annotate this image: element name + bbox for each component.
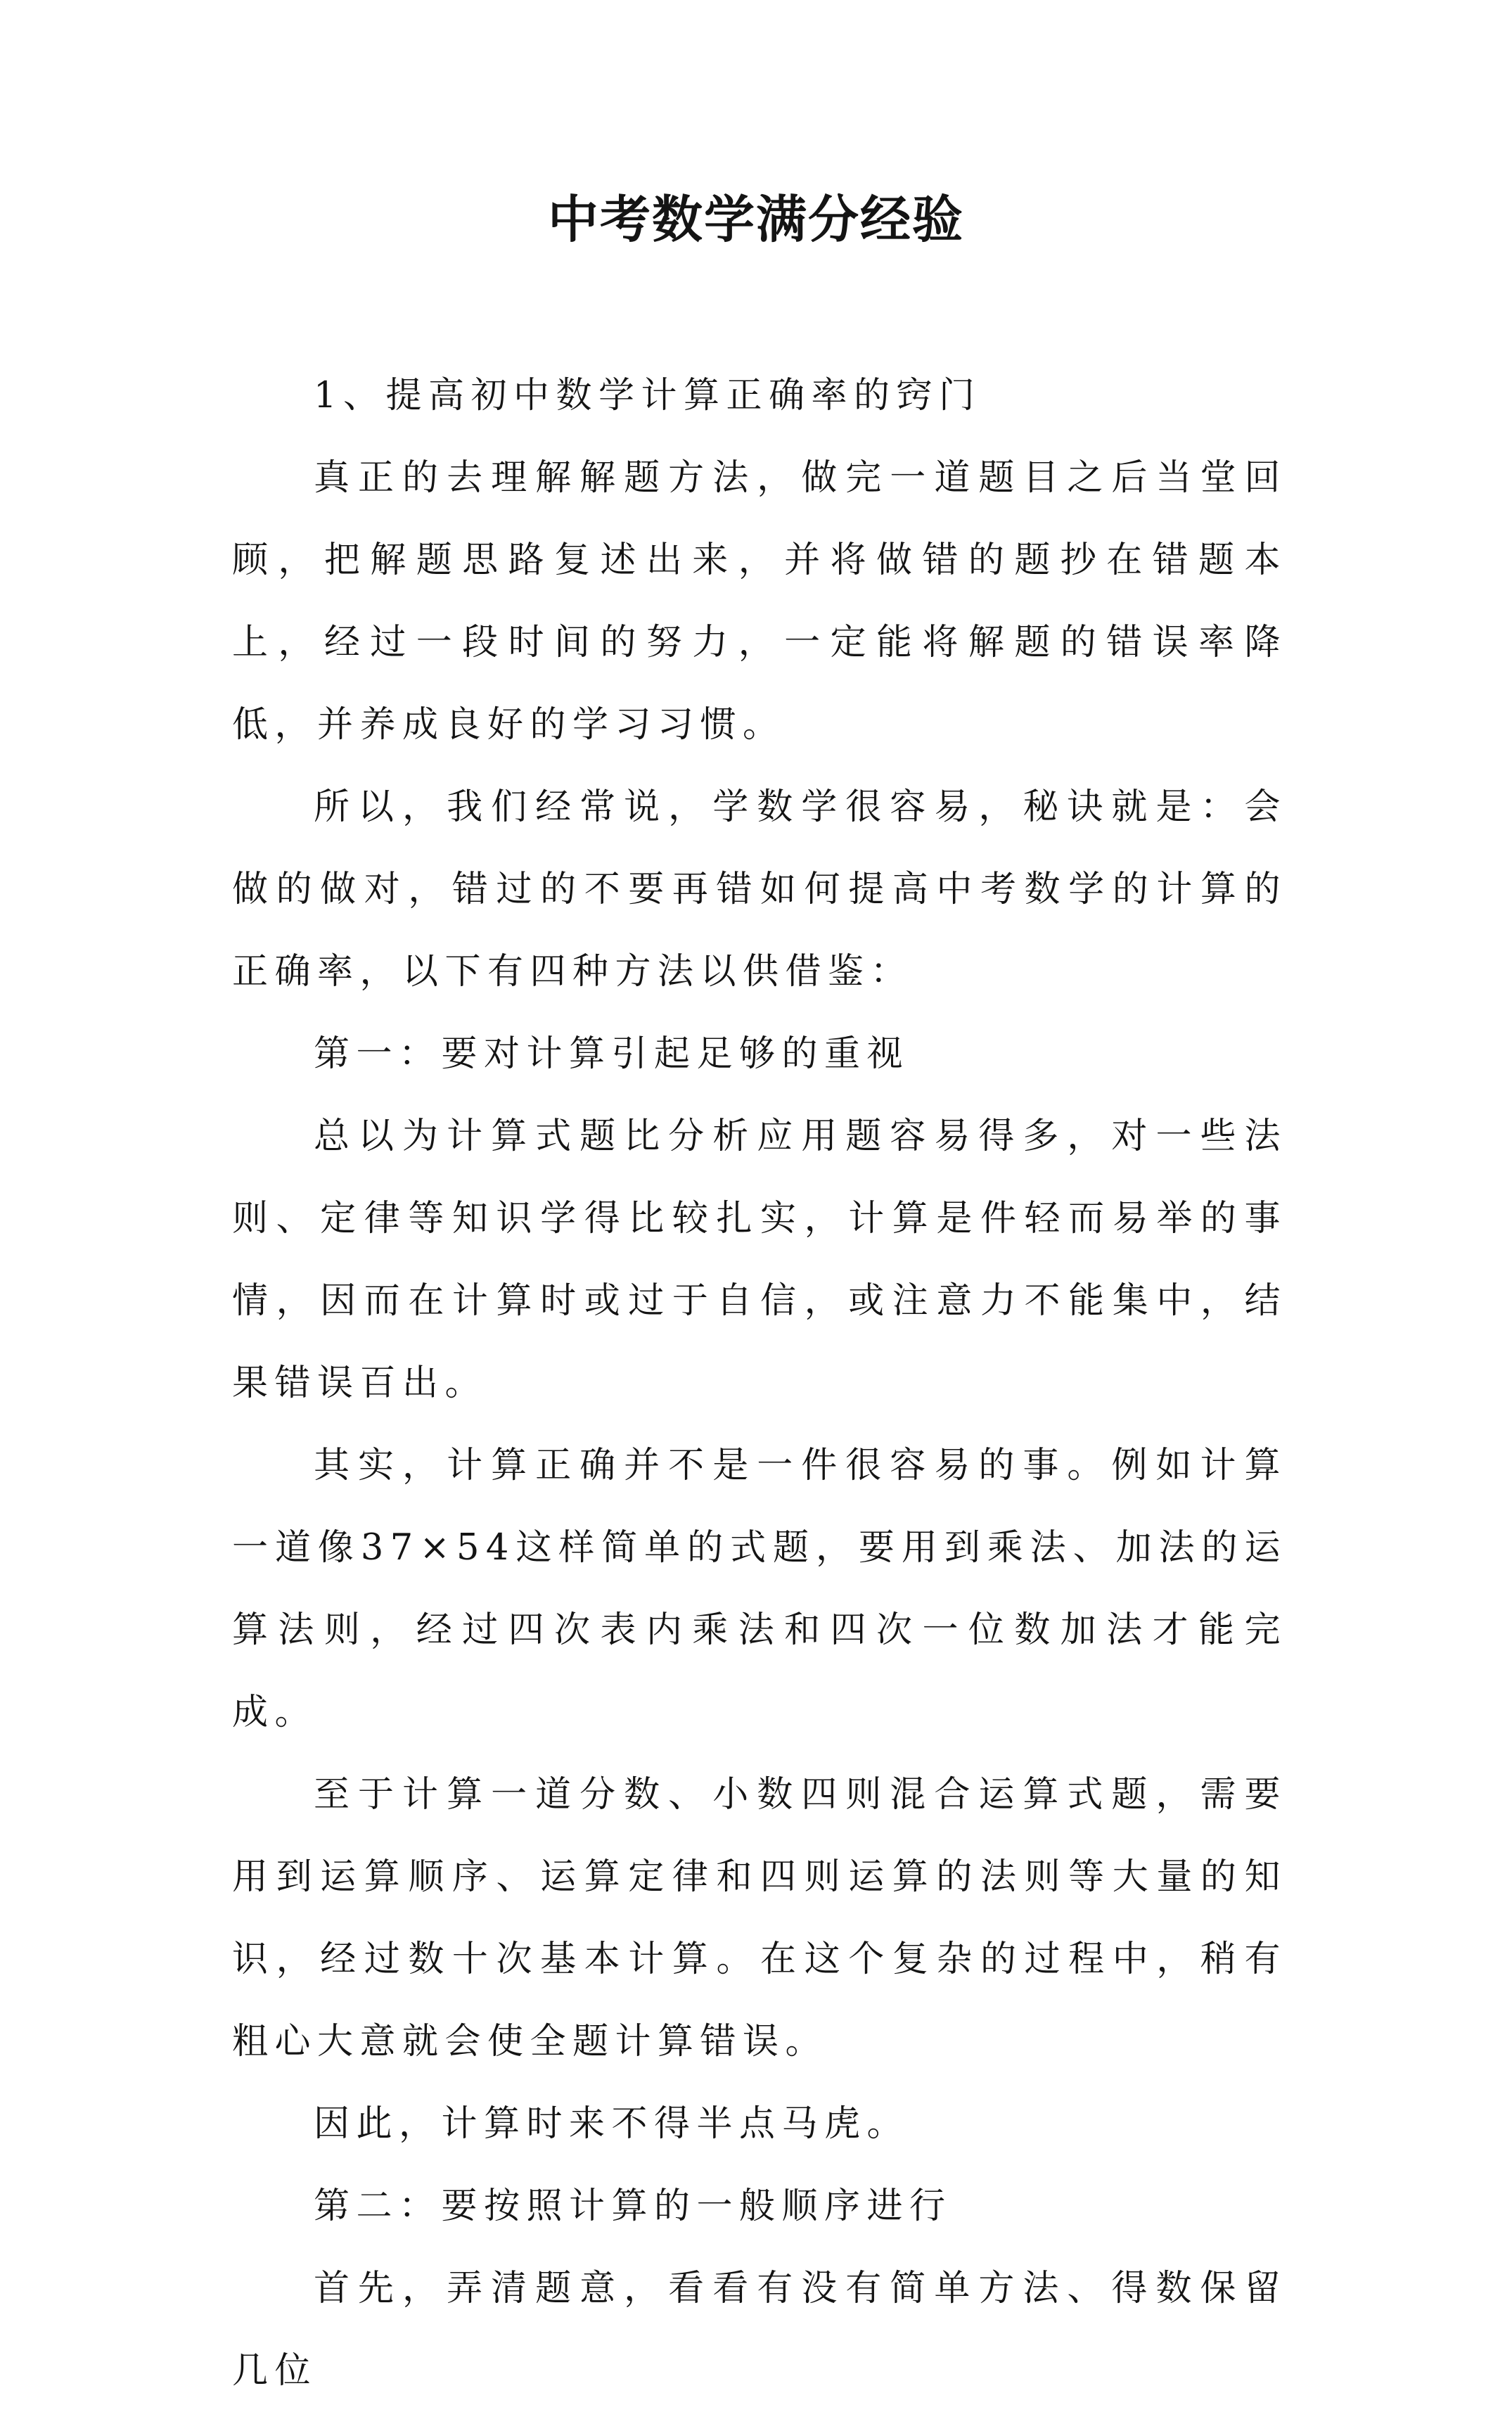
body-paragraph: 真正的去理解解题方法，做完一道题目之后当堂回顾，把解题思路复述出来，并将做错的题抄在错题本上，经过一段时间的努力，一定能将解题的错误率降低，并养成良好的学习习惯。 xyxy=(232,457,1287,746)
subsection-heading: 第一：要对计算引起足够的重视 xyxy=(314,1033,910,1075)
body-paragraph: 其实，计算正确并不是一件很容易的事。例如计算一道像37×54这样简单的式题，要用到乘法、加法的运算法则，经过四次表内乘法和四次一位数加法才能完成。 xyxy=(232,1445,1287,1733)
body-paragraph: 所以，我们经常说，学数学很容易，秘诀就是：会做的做对，错过的不要再错如何提高中考数学的计算的正确率，以下有四种方法以供借鉴： xyxy=(232,786,1287,993)
document-title: 中考数学满分经验 xyxy=(547,189,964,249)
body-paragraph: 首先，弄清题意，看看有没有简单方法、得数保留几位 xyxy=(232,2268,1287,2392)
body-paragraph: 因此，计算时来不得半点马虎。 xyxy=(314,2103,910,2145)
subsection-heading: 第二：要按照计算的一般顺序进行 xyxy=(314,2186,952,2227)
body-paragraph: 至于计算一道分数、小数四则混合运算式题，需要用到运算顺序、运算定律和四则运算的法则等大量的知识，经过数十次基本计算。在这个复杂的过程中，稍有粗心大意就会使全题计算错误。 xyxy=(232,1774,1287,2062)
section-heading: 1、提高初中数学计算正确率的窍门 xyxy=(314,375,982,416)
body-paragraph: 总以为计算式题比分析应用题容易得多，对一些法则、定律等知识学得比较扎实，计算是件轻而易举的事情，因而在计算时或过于自信，或注意力不能集中，结果错误百出。 xyxy=(232,1116,1287,1404)
document-body xyxy=(232,355,1287,2412)
